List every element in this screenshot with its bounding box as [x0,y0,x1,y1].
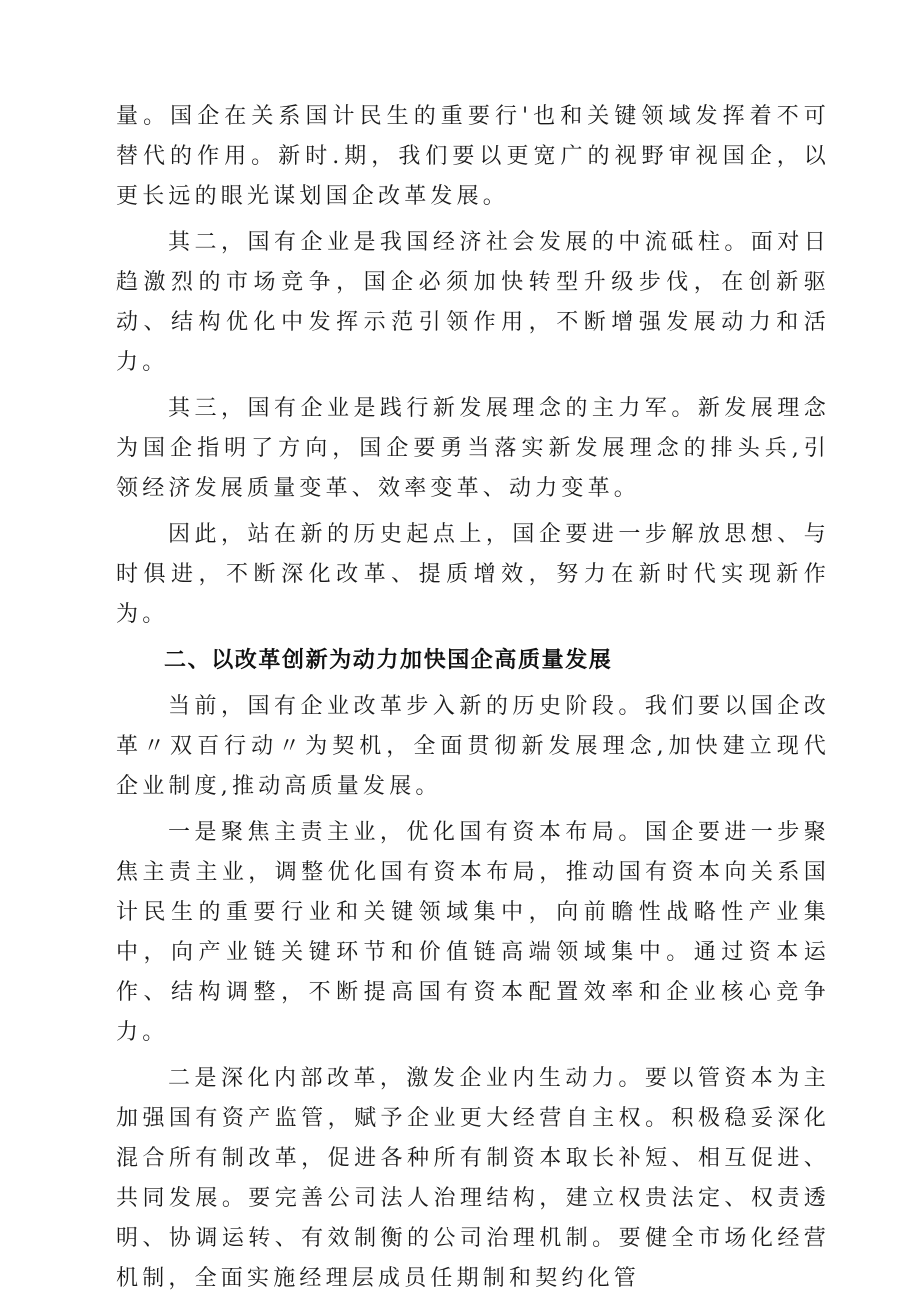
paragraph-third-point: 其三，国有企业是践行新发展理念的主力军。新发展理念为国企指明了方向，国企要勇当落实新发展理念的排头兵,引领经济发展质量变革、效率变革、动力变革。 [116,396,830,501]
paragraph-section-intro: 当前，国有企业改革步入新的历史阶段。我们要以国企改革〃双百行动〃为契机，全面贯彻新发展理念,加快建立现代企业制度,推动高质量发展。 [116,694,830,799]
paragraph-second-point: 其二，国有企业是我国经济社会发展的中流砥柱。面对日趋激烈的市场竞争，国企必须加快转型升级步伐，在创新驱动、结构优化中发挥示范引领作用，不断增强发展动力和活力。 [116,230,830,375]
paragraph-conclusion: 因此，站在新的历史起点上，国企要进一步解放思想、与时俱进，不断深化改革、提质增效，努力在新时代实现新作为。 [116,522,830,627]
paragraph-continuation: 量。国企在关系国计民生的重要行'也和关键领域发挥着不可替代的作用。新时.期，我们要以更宽广的视野审视国企，以更长远的眼光谋划国企改革发展。 [116,104,830,209]
paragraph-point-two: 二是深化内部改革，激发企业内生动力。要以管资本为主加强国有资产监管，赋予企业更大经营自主权。积极稳妥深化混合所有制改革，促进各种所有制资本取长补短、相互促进、共同发展。要完善公司法人治理结构，建立权贵法定、权责透明、协调运转、有效制衡的公司治理机制。要健全市场化经营机制，全面实施经理层成员任期制和契约化管 [116,1066,830,1291]
paragraph-point-one: 一是聚焦主责主业，优化国有资本布局。国企要进一步聚焦主责主业，调整优化国有资本布局，推动国有资本向关系国计民生的重要行业和关键领域集中，向前瞻性战略性产业集中，向产业链关键环节和价值链高端领域集中。通过资本运作、结构调整，不断提高国有资本配置效率和企业核心竞争力。 [116,820,830,1045]
section-heading: 二、以改革创新为动力加快国企高质量发展 [164,648,613,673]
